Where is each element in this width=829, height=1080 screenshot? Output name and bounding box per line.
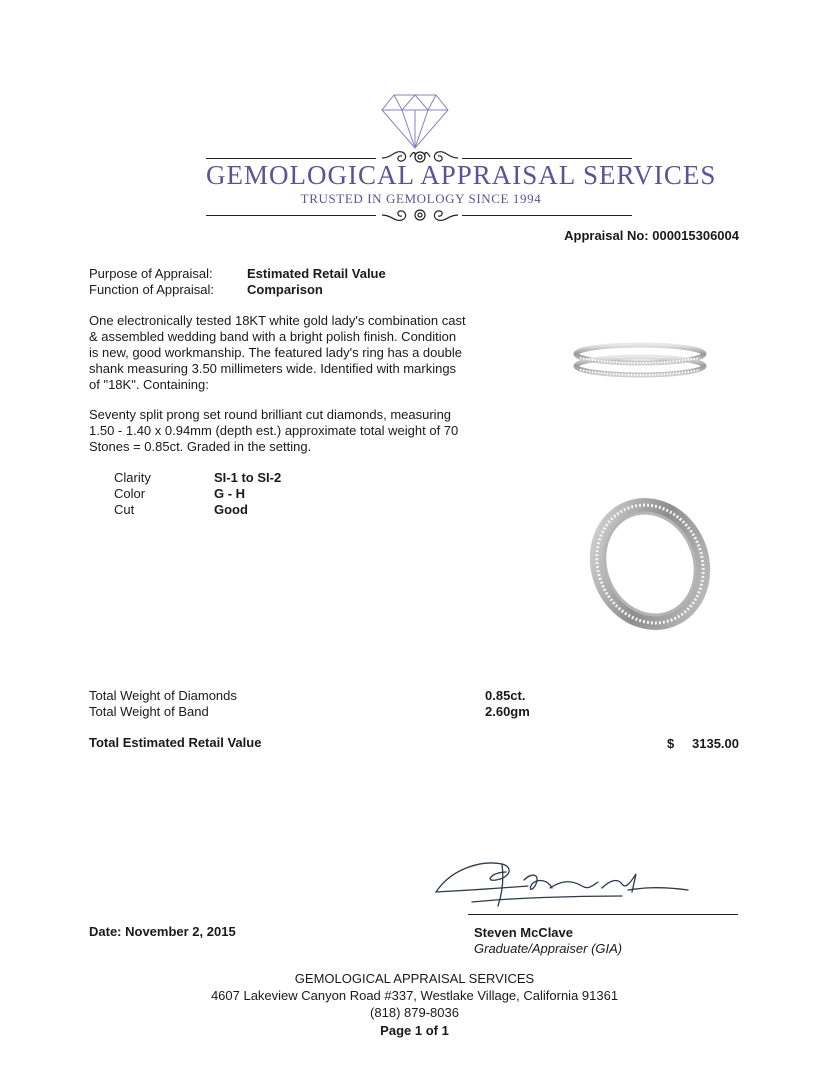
diamond-description-line: Stones = 0.85ct. Graded in the setting. — [89, 439, 312, 454]
footer-company: GEMOLOGICAL APPRAISAL SERVICES — [294, 971, 535, 986]
header-rule-top-left — [206, 158, 376, 159]
ring-side-view-photo — [570, 340, 710, 380]
appraisal-date: Date: November 2, 2015 — [89, 924, 236, 939]
description-line: One electronically tested 18KT white gold lady's combination cast — [89, 313, 466, 328]
diamond-description-line: 1.50 - 1.40 x 0.94mm (depth est.) approximate total weight of 70 — [89, 423, 459, 438]
clarity-label: Clarity — [114, 470, 151, 485]
currency-symbol: $ — [667, 736, 675, 751]
appraisal-number: Appraisal No: 000015306004 — [564, 228, 739, 243]
signer-name: Steven McClave — [474, 925, 573, 940]
ring-angle-view-photo — [570, 496, 720, 631]
description-line: is new, good workmanship. The featured lady's ring has a double — [89, 345, 462, 360]
item-description — [89, 313, 489, 393]
total-diamond-weight-value: 0.85ct. — [485, 688, 526, 703]
page-number: Page 1 of 1 — [380, 1023, 449, 1038]
footer-address: 4607 Lakeview Canyon Road #337, Westlake Village, California 91361 — [210, 988, 619, 1003]
total-diamond-weight-label: Total Weight of Diamonds — [89, 688, 237, 703]
company-name: GEMOLOGICAL APPRAISAL SERVICES — [206, 160, 717, 190]
description-line: of "18K". Containing: — [89, 377, 209, 392]
header-rule-bottom-left — [206, 215, 376, 216]
cut-value: Good — [214, 502, 248, 517]
company-tagline: TRUSTED IN GEMOLOGY SINCE 1994 — [300, 191, 542, 206]
diamond-description — [89, 407, 489, 455]
flourish-ornament-bottom — [380, 204, 460, 226]
function-label: Function of Appraisal: — [89, 282, 215, 297]
cut-label: Cut — [114, 502, 135, 517]
footer-phone: (818) 879-8036 — [370, 1005, 459, 1020]
signer-title: Graduate/Appraiser (GIA) — [474, 941, 623, 956]
function-value: Comparison — [247, 282, 323, 297]
total-band-weight-value: 2.60gm — [485, 704, 530, 719]
diamond-description-line: Seventy split prong set round brilliant cut diamonds, measuring — [89, 407, 452, 422]
header-rule-bottom-right — [462, 215, 632, 216]
header-rule-top-right — [462, 158, 632, 159]
total-retail-value-label: Total Estimated Retail Value — [89, 735, 262, 750]
clarity-value: SI-1 to SI-2 — [214, 470, 282, 485]
purpose-label: Purpose of Appraisal: — [89, 266, 213, 281]
appraiser-signature — [432, 850, 692, 920]
color-label: Color — [114, 486, 146, 501]
description-line: & assembled wedding band with a bright polish finish. Condition — [89, 329, 457, 344]
purpose-value: Estimated Retail Value — [247, 266, 386, 281]
signature-line — [468, 914, 738, 915]
total-retail-value-amount: 3135.00 — [692, 736, 739, 751]
description-line: shank measuring 3.50 millimeters wide. Identified with markings — [89, 361, 457, 376]
total-band-weight-label: Total Weight of Band — [89, 704, 209, 719]
color-value: G - H — [214, 486, 246, 501]
diamond-icon — [380, 92, 450, 150]
